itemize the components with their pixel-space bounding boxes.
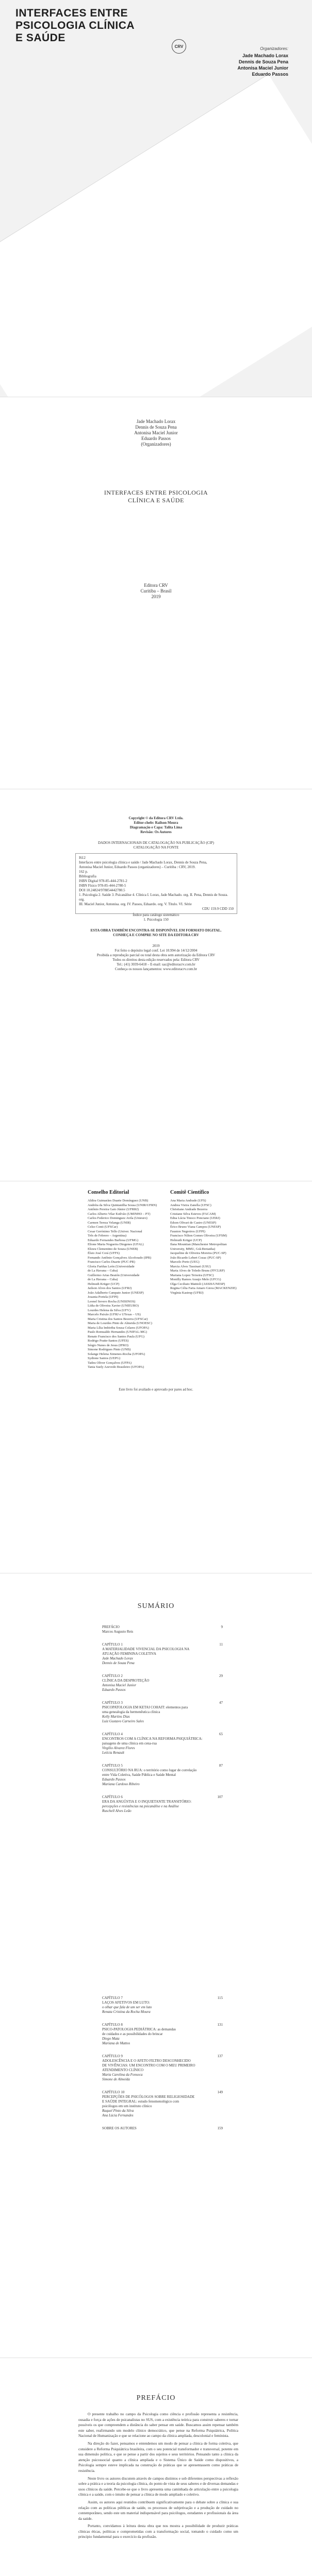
- copyright-page: [0, 789, 312, 1181]
- paragraph: Assim, os autores aqui reunidos contribuem significativamente para o debate sobre a clínica e sua relação com as políticas públicas de saúde, os processos de subjetivação e a produção de cuidado no contemporâneo, sendo este um material indispensável para psicólogos, estudantes e profissionais da área da saúde.: [78, 2499, 238, 2521]
- catalog-line: Bibliografia: [79, 874, 96, 878]
- council-member: João Ricardo Lebert Cozac (PUC-SP): [170, 1256, 221, 1260]
- council-member: Monilly Ramos Araujo Melo (UFCG): [170, 1278, 221, 1281]
- rights-line: Conheça os nossos lançamentos: www.editoracrv.com.br: [114, 967, 198, 971]
- council-member: João Adalberto Campato Junior (UNESP): [88, 1291, 144, 1295]
- toc-chapter-label: PREFÁCIO: [102, 1625, 120, 1629]
- organizers-list: [237, 53, 288, 77]
- council-member: University, MMU, Grã-Bretanha): [170, 1247, 216, 1251]
- toc-entry[interactable]: [102, 1642, 223, 1666]
- prefacio-title: PREFÁCIO: [136, 2394, 176, 2402]
- catalog-line: DOI 10.24824/978854442780.5: [79, 888, 125, 892]
- toc-line: PERCEPÇÕES DE PSICÓLOGOS SOBRE RELIGIOSIDADE: [102, 2095, 195, 2099]
- paragraph: Portanto, convidamos à leitura desta obra que nos mostra a possibilidade de produzir práticas clínicas éticas, políticas e comprometidas com a transformação social, tomando o cuidado como um princípio fundamental para o exercício da profissão.: [78, 2523, 238, 2539]
- council-member: Rodrigo Pratte-Santos (UFES): [88, 1339, 129, 1343]
- rights-line: Foi feito o depósito legal conf. Lei 10.994 de 14/12/2004: [114, 948, 198, 953]
- toc-line: Renata Cristina da Rocha Moura: [102, 2010, 151, 2014]
- council-member: Tadeu Oliver Gonçalves (UFPA): [88, 1361, 132, 1365]
- design-line: Diagramação e Capa: Talita Lima: [129, 825, 183, 829]
- organizer-name: Dennis de Souza Pena: [238, 59, 288, 64]
- toc-line: Virgílio Alvarez Flores: [102, 1746, 135, 1750]
- toc-chapter-label: CAPÍTULO 9: [102, 2054, 123, 2058]
- toc-line: Jade Machado Lorax: [102, 1656, 133, 1660]
- toc-chapter-label: CAPÍTULO 6: [102, 1795, 123, 1799]
- catalog-line: I612: [79, 856, 86, 860]
- toc-page-number: 159: [217, 2126, 223, 2130]
- author-name: Dennis de Souza Pena: [135, 425, 177, 430]
- toc-line: Diego Mata: [102, 2037, 120, 2041]
- title-line: INTERFACES ENTRE PSICOLOGIA: [104, 489, 208, 496]
- toc-entry[interactable]: [102, 1732, 223, 1755]
- paragraph: Neste livro os autores discutem através de campos distintos e sob diferentes perspectivas a reflexão sobre a prática e a teoria da psicologia clínica, do ponto de vista de seus saberes e de diversas demandas e usos clínicos da saúde. Percebe-se que o livro apresenta uma caminhada de articulação entre a psicologia clínica e a saúde, com o intuito de pensar a clínica de modo ampliado e coletivo.: [78, 2476, 238, 2497]
- council-member: Edna Lúcia Tinoco Ponciano (UERJ): [170, 1216, 220, 1220]
- toc-chapter-label: CAPÍTULO 8: [102, 2023, 123, 2027]
- rights-line: Proibida a reprodução parcial ou total desta obra sem autorização da Editora CRV: [96, 953, 216, 957]
- council-member: Maria de Lourdes Pinto de Almeida (UNOESC): [88, 1321, 152, 1325]
- council-page: [0, 1181, 312, 1573]
- council-member: Eduardo Fernandes Barbosa (UFMG): [88, 1238, 139, 1242]
- council-member: Leonel Severo Rocha (UNISINOS): [88, 1299, 136, 1303]
- toc-line: entre Vida Coletiva, Saúde Pública e Saúde Mental: [102, 1773, 176, 1777]
- toc-entry[interactable]: [102, 2023, 223, 2046]
- toc-page-number: 87: [219, 1764, 223, 1768]
- publisher-logo: CRV: [172, 39, 186, 54]
- cover-diagonal-panel: [0, 74, 312, 397]
- editorial-council-list: [88, 1199, 165, 1370]
- index-heading: Índice para catálogo sistemático: [133, 913, 179, 917]
- toc-line: percepções e resistências na psicanálise e na Análise: [102, 1804, 179, 1808]
- paragraph: Na direção do fazer, pensamos e entendemos um modo de pensar a clínica de forma coletiva, que considere a Reforma Psiquiátrica brasileira, com o seu potencial transformador e transversal, potente em sua dimensão política, e que se pense a partir dos sujeitos e seus territórios. Pensando tanto a clínica da atenção psicossocial quanto a clínica ampliada e o Sistema Único de Saúde como dispositivos, a Psicologia sempre esteve implicada na construção de práticas que se apresentassem como práticas de resistência.: [78, 2441, 238, 2473]
- toc-line: E SAÚDE INTEGRAL: estudo fenomenológico com: [102, 2099, 179, 2104]
- toc-page-number: 115: [217, 1996, 223, 2000]
- copyright-credits: [0, 816, 312, 835]
- rights-section: [0, 944, 312, 972]
- council-member: Jacqueline de Oliveira Moreira (PUC-SP): [170, 1251, 226, 1255]
- catalog-line: CDU 159.9 CDD 150: [202, 907, 234, 911]
- toc-line: ADOLESCÊNCIA E O AFETO FILTRO DESCONHECIDO: [102, 2059, 191, 2063]
- council-member: Maria Lília Imbiriba Sousa Colares (UFOPA): [88, 1326, 149, 1330]
- catalog-line: Interfaces entre psicologia clínica e saúde / Jade Machado Lorax, Dennis de Souza Pena,: [79, 860, 207, 865]
- council-member: Ilana Mountian (Manchester Metropolitan: [170, 1243, 227, 1246]
- council-member: Guillermo Arias Beatón (Universidade: [88, 1273, 140, 1277]
- catalog-line: Antonisa Maciel Junior, Eduardo Passos (organizadores) – Curitiba : CRV, 2019.: [79, 865, 196, 869]
- council-member: Marcia Alves Tassinari (USU): [170, 1264, 211, 1268]
- toc-line: Ana Lúcia Fernandes: [102, 2113, 134, 2117]
- toc-line: Ruschell Alves Leão: [102, 1809, 132, 1813]
- toc-line: Dennis de Souza Pena: [102, 1661, 135, 1665]
- toc-line: Simone de Almeida: [102, 2077, 130, 2081]
- toc-entry[interactable]: [102, 1674, 223, 1692]
- toc-line: Letícia Renault: [102, 1751, 124, 1755]
- council-member: Fauston Negreiros (UFPI): [170, 1229, 205, 1233]
- council-member: Jailson Alves dos Santos (UFRJ): [88, 1286, 132, 1290]
- toc-chapter-label: CAPÍTULO 7: [102, 1996, 123, 2000]
- council-member: Carlos Alberto Vilar Estêvão (UMINHO – PT): [88, 1212, 151, 1216]
- council-member: Francisco Carlos Duarte (PUC-PR): [88, 1260, 135, 1264]
- digital-notice-line: ESTA OBRA TAMBÉM ENCONTRA-SE DISPONÍVEL EM FORMATO DIGITAL.: [90, 928, 222, 933]
- toc-entry[interactable]: [102, 2054, 223, 2082]
- council-member: Lídia de Oliveira Xavier (UNIEURO): [88, 1304, 139, 1308]
- council-member: Olga Ceciliato Mattioli (ASSIS/UNESP): [170, 1282, 225, 1286]
- catalog-line: 1. Psicologia 2. Saúde 3. Psicanálise 4. Clínica I. Lorax, Jade Machado. org. II. Pena, Dennis de Souza. org.: [79, 893, 228, 902]
- toc-page-number: 11: [219, 1642, 223, 1647]
- cover-title: INTERFACES ENTRE PSICOLOGIA CLÍNICA E SAÚDE: [15, 7, 135, 44]
- council-member: Élsio José Corá (UFFS): [88, 1251, 120, 1255]
- toc-entry[interactable]: [102, 1795, 223, 1814]
- council-member: Marcelo Paixão (UFRJ e UTexas – US): [88, 1313, 141, 1316]
- cip-title: DADOS INTERNACIONAIS DE CATALOGAÇÃO NA PUBLICAÇÃO (CIP): [98, 841, 214, 845]
- editorial-council-heading: Conselho Editorial: [88, 1190, 129, 1195]
- toc-page-number: 137: [217, 2054, 223, 2058]
- catalog-line: 162 p.: [79, 870, 88, 874]
- council-member: Cristiane Silva Esteves (FACAM): [170, 1212, 216, 1216]
- toc-chapter-label: SOBRE OS AUTORES: [102, 2126, 137, 2130]
- publisher-name: Editora CRV: [144, 583, 168, 588]
- council-member: Gloria Fariñas León (Universidade: [88, 1264, 135, 1268]
- author-name: Eduardo Passos: [141, 436, 171, 441]
- toc-line: ERA DA ANGÚSTIA E O INQUIETANTE TRANSITÓRIO:: [102, 1800, 192, 1804]
- council-member: Elizeu Clementino de Souza (UNEB): [88, 1247, 138, 1251]
- digital-notice: [0, 928, 312, 938]
- toc-page-number: 9: [221, 1625, 223, 1629]
- council-member: Edson Olivari de Castro (UNESP): [170, 1221, 217, 1225]
- toc-line: Mariana de Mattos: [102, 2041, 130, 2045]
- toc-line: Antonisa Maciel Junior: [102, 1683, 137, 1687]
- toc-line: ATUAÇÃO FEMININA COLETIVA: [102, 1652, 156, 1656]
- council-member: Maria Alves de Toledo Bruns (FFCLRP): [170, 1269, 225, 1273]
- toc-entry[interactable]: [102, 1996, 223, 2014]
- toc-entry[interactable]: [102, 2090, 223, 2118]
- toc-page-number: 29: [219, 1674, 223, 1678]
- publisher-city: Curitiba – Brasil: [140, 588, 172, 594]
- rights-year: 2019: [152, 944, 160, 948]
- half-title-page: [0, 397, 312, 789]
- toc-line: de cuidados e as possibilidades do brincar: [102, 2032, 163, 2036]
- scientific-committee-list: [170, 1199, 248, 1295]
- toc-chapter-label: CAPÍTULO 10: [102, 2090, 125, 2094]
- half-title-imprint: [0, 583, 312, 600]
- index-item: 1. Psicologia 150: [143, 918, 169, 922]
- toc-entry[interactable]: [102, 1764, 223, 1787]
- toc-line: Mariana Cardoso Ribeiro: [102, 1782, 140, 1786]
- toc-line: CLÍNICA DA DESPROTEÇÃO: [102, 1679, 150, 1683]
- toc-line: Maria Carolina da Fonseca: [102, 2073, 143, 2077]
- revision-line: Revisão: Os Autores: [140, 830, 172, 834]
- scientific-committee-heading: Comitê Científico: [170, 1190, 209, 1195]
- toc-line: ENCONTROS COM A CLÍNICA NA REFORMA PSIQUIÁTRICA:: [102, 1737, 203, 1741]
- organizer-name: Jade Machado Lorax: [242, 53, 288, 58]
- editor-line: Editor-chefe: Railson Moura: [134, 821, 178, 825]
- toc-entry[interactable]: [102, 1701, 223, 1724]
- sumario-pages: [0, 1573, 312, 2358]
- toc-entry[interactable]: [102, 2126, 223, 2131]
- author-role: (Organizadores): [141, 442, 171, 447]
- cover-page: [0, 0, 312, 397]
- council-member: Regina Célia Faria Amaro Giora (MACKENZIE): [170, 1286, 237, 1290]
- toc-line: psicólogos em um instituto clínico: [102, 2104, 152, 2108]
- half-title-authors: [0, 419, 312, 447]
- council-member: Helmuth Krüger (UCP): [88, 1282, 120, 1286]
- council-member: Andréia da Silva Quintanilha Sousa (UNIR/UFRN): [88, 1203, 157, 1207]
- toc-chapter-label: CAPÍTULO 3: [102, 1701, 123, 1705]
- council-member: Carlos Federico Dominguez Avila (Unieuro): [88, 1216, 147, 1220]
- sumario-title: SUMÁRIO: [137, 1602, 175, 1610]
- council-member: Marcelo Porto (UEG): [170, 1260, 200, 1264]
- title-line: CLÍNICA E SAÚDE: [128, 497, 184, 504]
- council-member: Andrea Vieira Zanella (UFSC): [170, 1203, 211, 1207]
- toc-entry[interactable]: [102, 1625, 223, 1634]
- toc-page-number: 131: [217, 2023, 223, 2027]
- toc-chapter-label: CAPÍTULO 2: [102, 1674, 123, 1678]
- council-member: Josania Portela (UFPI): [88, 1295, 119, 1299]
- toc-line: LAÇOS AFETIVOS EM LUTO:: [102, 2001, 150, 2005]
- catalog-line: ISBN Físico 978-85-444-2780-5: [79, 884, 126, 888]
- toc-chapter-label: CAPÍTULO 4: [102, 1732, 123, 1736]
- council-member: Carmen Tereza Velanga (UNIR): [88, 1221, 131, 1225]
- cip-heading: [0, 841, 312, 850]
- council-member: Renato Francisco dos Santos Paula (UFG): [88, 1334, 144, 1338]
- toc-line: CONSULTÓRIO NA RUA: o território como lugar de correlação: [102, 1768, 197, 1772]
- council-member: Tania Suely Azevedo Brasileiro (UFOPA): [88, 1365, 144, 1369]
- toc-line: Marcos Augusto Reis: [102, 1630, 134, 1634]
- publication-year: 2019: [151, 594, 161, 599]
- council-member: Aldira Guimarães Duarte Domínguez (UNB): [88, 1199, 149, 1202]
- council-member: Celso Conti (UFSCar): [88, 1225, 118, 1229]
- prefacio-pages: [0, 2358, 312, 2576]
- catalog-line: ISBN Digital 978-85-444-2781-2: [79, 879, 127, 883]
- copyright-line: Copyright © da Editora CRV Ltda.: [128, 816, 184, 820]
- half-title-heading: [0, 489, 312, 504]
- index-section: [0, 913, 312, 922]
- cip-subtitle: CATALOGAÇÃO NA FONTE: [133, 845, 179, 850]
- council-member: Solange Helena Ximenes-Rocha (UFOPA): [88, 1352, 145, 1356]
- peer-review-note: Este livro foi avaliado e aprovado por pares ad hoc.: [119, 1387, 193, 1392]
- council-member: Christiane Andrade Bezerra: [170, 1208, 208, 1211]
- organizer-name: Eduardo Passos: [252, 72, 288, 77]
- council-member: Simone Rodrigues Pinto (UNB): [88, 1348, 131, 1351]
- toc-chapter-label: CAPÍTULO 1: [102, 1642, 123, 1647]
- rights-line: Todos os direitos desta edição reservados pela: Editora CRV: [112, 958, 200, 962]
- council-member: Três de Febrero – Argentina): [88, 1234, 127, 1238]
- digital-notice-line: CONHEÇA E COMPRE NO SITE DA EDITORA CRV: [113, 933, 199, 937]
- organizer-name: Antonisa Maciel Junior: [237, 65, 288, 71]
- toc-page-number: 47: [219, 1701, 223, 1705]
- toc-line: uma genealogia da hermenêutica clínica: [102, 1710, 160, 1714]
- toc-line: o olhar que fala de um ser em luto: [102, 2005, 152, 2009]
- council-member: Elione Maria Nogueira Diogenes (UFAL): [88, 1243, 144, 1246]
- council-member: Sydione Santos (UEPG): [88, 1357, 121, 1360]
- toc-line: Kelly Martins Dias: [102, 1715, 130, 1719]
- council-member: Maria Cristina dos Santos Bezerra (UFSCar): [88, 1317, 148, 1321]
- toc-line: Eduardo Passos: [102, 1777, 126, 1782]
- council-member: Helmuth Krüger (UCP): [170, 1238, 202, 1242]
- toc-line: DE VIVÊNCIAS: UM ENCONTRO COM O MEU PRIMEIRO: [102, 2063, 195, 2067]
- toc-line: A MATERIALIDADE VIVENCIAL DA PSICOLOGIA NA: [102, 1647, 190, 1651]
- toc-page-number: 65: [219, 1732, 223, 1736]
- council-member: Mariana Lopez Teixeira (UFSC): [170, 1273, 214, 1277]
- rights-line: Tel.: (41) 3039-6418 – E-mail: sac@editoracrv.com.br: [117, 962, 195, 967]
- toc-line: ATENDIMENTO CLÍNICO: [102, 2068, 144, 2072]
- council-member: de La Havana – Cuba): [88, 1278, 118, 1281]
- toc-line: Luiz Gustavo Carneiro Sales: [102, 1719, 144, 1723]
- toc-line: Eduardo Passos: [102, 1688, 126, 1692]
- council-member: Francisco Nilton Gomes Oliveira (UFSM): [170, 1234, 227, 1238]
- organizers-label: Organizadores:: [260, 46, 288, 51]
- toc-page-number: 107: [217, 1795, 223, 1799]
- toc-line: PSICO-PATOLOGIA PEDIÁTRICA: as demandas: [102, 2027, 176, 2031]
- council-member: Virgínia Kastrup (UFRJ): [170, 1291, 204, 1295]
- author-name: Jade Machado Lorax: [136, 419, 176, 424]
- council-member: Lourdes Helena da Silva (UFV): [88, 1308, 131, 1312]
- toc-chapter-label: CAPÍTULO 5: [102, 1764, 123, 1768]
- council-member: Érico Bruno Viana Campos (UNESP): [170, 1225, 221, 1229]
- council-member: Antônio Pereira Gaio Júnior (UFRRJ): [88, 1208, 139, 1211]
- toc-line: Raquel Pinto da Silva: [102, 2109, 134, 2113]
- council-member: Fernando Antônio Gonçalves Alcoforado (IPB): [88, 1256, 152, 1260]
- catalog-card: [75, 853, 237, 914]
- toc-line: paisagens de uma clínica em cena-rua: [102, 1741, 157, 1745]
- council-member: Ana Maria Andrade (UFS): [170, 1199, 206, 1202]
- council-member: de La Havana – Cuba): [88, 1269, 118, 1273]
- toc-page-number: 149: [217, 2090, 223, 2094]
- catalog-line: III. Maciel Junior, Antonisa. org. IV. Passos, Eduardo. org. V. Título. VI. Série: [79, 902, 192, 906]
- toc-line: PSICOPATOLOGIA EM KETAI COHAIT: elementos para: [102, 1705, 188, 1709]
- council-member: Sérgio Nunes de Jesus (IFRO): [88, 1343, 128, 1347]
- prefacio-body: [78, 2412, 238, 2542]
- paragraph: O presente trabalho no campo da Psicologia como ciência e profissão representa a resistência, ousadia e força de ações de psicanalistas no SUS, com a existência teórica para construir saberes e tornar possíveis os que compreendem a distância do saber pensar em saúde. Buscamos assim repensar também este saber, reafirmando um modelo clínico democrático, que pense na Reforma Psiquiátrica, Política Nacional de Humanização e que se relacione ao campo da clínica ampliada, descolonial e feminista.: [78, 2412, 238, 2438]
- council-member: Cesar Gerónimo Tello (Univer. Nacional: [88, 1229, 142, 1233]
- author-name: Antonisa Maciel Junior: [134, 430, 178, 435]
- council-member: Paulo Romualdo Hernandes (UNIFAL-MG): [88, 1330, 147, 1334]
